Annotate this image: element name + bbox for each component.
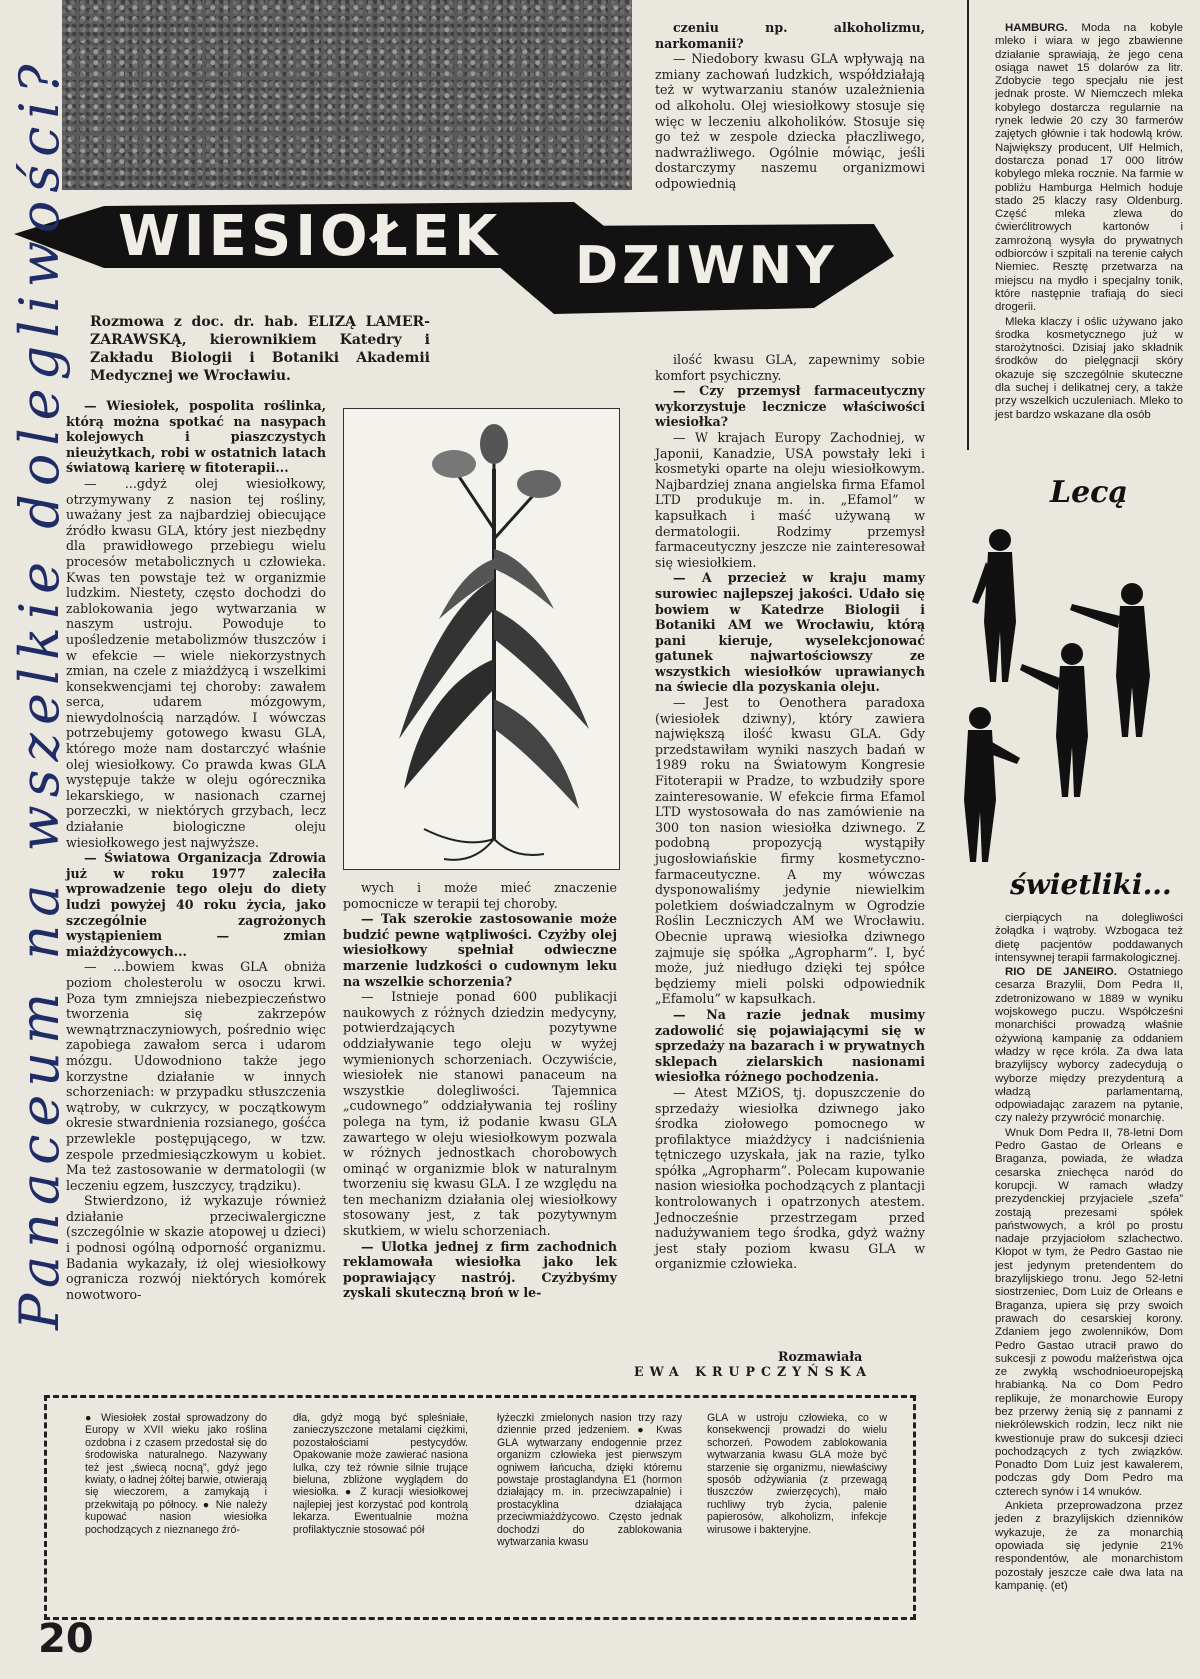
paragraph-text: Ostatniego cesarza Brazylii, Dom Pedra II, zdetronizowano w 1889 w wyniku wojskowego puczu. Współcześni monarchiści prowadzą właśnie ożywioną kampanię za oddaniem władzy w ręce króla. Za dwa lata brazylijscy wyborcy zadecydują o wyborze między prezydenturą a władzą parlamentarną, odpowiadając zarazem na pytanie, czy należy przywrócić monarchię. bbox=[995, 966, 1183, 1125]
info-box bbox=[44, 1395, 916, 1620]
info-box-col-3: łyżeczki zmielonych nasion trzy razy dziennie przed jedzeniem. ● Kwas GLA wytwarzany endogennie przez organizm człowieka jest pierwszym ogniwem łańcucha, dzięki któremu powstaje prostaglandyna E1 (hormon działający m. in. przeciwzapalnie) i prostacyklina działająca przeciwmiażdżycowo. Często jednak dochodzi do zablokowania wytwarzania kwasu bbox=[497, 1412, 682, 1549]
column-3-top bbox=[655, 20, 925, 192]
column-3 bbox=[655, 352, 925, 1272]
side-title: Panaceum na wszelkie dolegliwości? bbox=[8, 56, 71, 1330]
byline-label: Rozmawiała bbox=[778, 1349, 863, 1364]
info-box-col-4: GLA w ustroju człowieka, co w konsekwencji prowadzi do wielu schorzeń. Powodem zablokowania wytwarzania kwasu GLA może być starzenie się organizmu, niewłaściwy sposób odżywiania (z przewagą tłuszczów zwierzęcych), mało ruchliwy tryb życia, palenie papierosów, alkoholizm, infekcje wirusowe i bakteryjne. bbox=[707, 1412, 887, 1536]
col3-paragraph: — Jest to Oenothera paradoxa (wiesiołek dziwny), który zawiera największą ilość kwasu GLA. Gdy przedstawiłam wyniki naszych badań w 1989 roku na Światowym Kongresie Fitoterapii w Pradze, to wzbudziły spore zainteresowanie. W efekcie firma Efamol LTD wystosowała do nas zamówienie na 300 ton nasion wiesiołka dziwnego. Z podobną propozycją wystąpiły jugosłowiańskie firmy kosmetyczno-farmaceutyczne. A my wówczas dysponowaliśmy jedynie niewielkim poletkiem doświadczalnym w Ogrodzie Roślin Leczniczych AM we Wrocławiu. Obecnie uprawą wiesiołka dziwnego zajmuje się spółka „Agropharm”. I, być może, już niedługo dzięki tej spółce będziemy mieli polski odpowiednik „Efamolu” w kapsułkach. bbox=[655, 695, 925, 1007]
info-box-col-2: dła, gdyż mogą być spleśniałe, zanieczyszczone metalami ciężkimi, pozostałościami pestycydów. Opakowanie może zawierać nasiona lulka, czy też równie silnie trujące bieluna, zbliżone wyglądem do wiesiołka. ● Z kuracji wiesiołkowej najlepiej jest korzystać pod kontrolą lekarza. Ewentualnie można profilaktycznie stosować pół bbox=[293, 1412, 468, 1536]
right-column-top bbox=[995, 22, 1183, 423]
col3_top-paragraph: — Niedobory kwasu GLA wpływają na zmiany zachowań ludzkich, współdziałają też w wytwarzaniu stanów uzależnienia od alkoholu. Olej wiesiołkowy stosuje się więc w leczeniu alkoholików. Stosuje się go też w zespole dziecka płaczliwego, nadwrażliwego. Ogólnie mówiąc, jeśli dostarczymy naszemu organizmowi odpowiednią bbox=[655, 51, 925, 191]
col2-paragraph: — Ulotka jednej z firm zachodnich reklamowała wiesiołka jako lek poprawiający nastrój. Czyżbyśmy zyskali skuteczną broń w le- bbox=[343, 1238, 617, 1301]
cartoon-figures bbox=[962, 512, 1187, 872]
col1-paragraph: — ...bowiem kwas GLA obniża poziom cholesterolu w osoczu krwi. Poza tym zmniejsza niebezpieczeństwo tworzenia się zakrzepów wewnątrznaczyniowych, pośrednio więc zapobiega zawałom serca i udarom mózgu. Udowodniono także jego korzystne działanie w innych schorzeniach: w przypadku stłuszczenia wątroby, w cukrzycy, w początkowym okresie stwardnienia rozsianego, gośćca przewlekle postępującego, w tzw. zespole przedmiesiączkowym u kobiet. Ma też zastosowanie w dermatologii (w leczeniu egzem, łuszczycy, trądziku). bbox=[66, 959, 326, 1193]
col3-paragraph: — W krajach Europy Zachodniej, w Japonii, Kanadzie, USA powstały leki i kosmetyki oparte na oleju wiesiołkowym. Najbardziej znana angielska firma Efamol LTD produkuje m. in. „Efamol” w kapsułkach i maść używaną w dermatologii. Rodzimy przemysł farmaceutyczny jeszcze nie zainteresował się wiesiołkiem. bbox=[655, 429, 925, 570]
paragraph-text: cierpiących na dolegliwości żołądka i wątroby. Wzbogaca też dietę pacjentów poddawanych intensywnej terapii farmakologicznej. bbox=[995, 912, 1183, 964]
paragraph-text: Ankieta przeprowadzona przez jeden z brazylijskich dzienników wykazuje, że za monarchią opowiada się jedynie 21% respondentów, ale monarchistom pozostały jeszcze całe dwa lata na kampanię. (et) bbox=[995, 1500, 1183, 1592]
col2-paragraph: — Tak szerokie zastosowanie może budzić pewne wątpliwości. Czyżby olej wiesiołkowy spełniał odwieczne marzenie ludzkości o cudownym leku na wszelkie schorzenia? bbox=[343, 911, 617, 989]
title-line1: WIESIOŁEK bbox=[118, 204, 502, 269]
right_top-paragraph bbox=[995, 316, 1183, 422]
right_bottom-paragraph bbox=[995, 912, 1183, 965]
col3_top-paragraph: czeniu np. alkoholizmu, narkomanii? bbox=[655, 20, 925, 51]
paragraph-text: Wnuk Dom Pedra II, 78-letni Dom Pedro Gastao de Orleans e Braganza, powiada, że władza cesarska zniechęca naród do korupcji. W ramach władzy prezydenckiej przyjaciele „szefa” zostają prezesami spółek państwowych, a król po prostu nadaje przyjaciołom szlachectwo. Kłopot w tym, że Pedro Gastao nie jest jedynym pretendentem do brazylijskiego tronu. Jego 52-letni siostrzeniec, Dom Luiz de Orleans e Braganza, upiera się przy swoich prawach do cesarskiej korony. Zdaniem jego zwolenników, Dom Pedro Gastao utracił prawo do sukcesji z powodu małżeństwa ojca ze zwykłą wschodnioeuropejską hrabianką. Na co Dom Pedro replikuje, że monarchowie Europy bez przerwy żenią się z pannami z niekrólewskich rodzin, lecz nikt nie kwestionuje praw do sukcesji dzieci pochodzących z tych związków. Ponadto Dom Luiz jest kawalerem, podczas gdy Dom Pedro ma czterech synów i 14 wnuków. bbox=[995, 1126, 1183, 1498]
paragraph-text: Mleka klaczy i oślic używano jako środka kosmetycznego już w starożytności. Dzisiaj jako składnik środków do pielęgnacji skóry okazuje się szczególnie skuteczne dla suchej i delikatnej cery, a także przy wszelkich uczuleniach. Mleko to jest bardzo wskazane dla osób bbox=[995, 315, 1183, 421]
info-box-col-1: ● Wiesiołek został sprowadzony do Europy w XVII wieku jako roślina ozdobna i z czasem przedostał się do środowiska naturalnego. Nazywany też jest „świecą nocną”, gdyż jego kwiaty, o ładnej żółtej barwie, otwierają się wieczorem, a zamykają i przekwitają po północy. ● Nie należy kupować nasion wiesiołka pochodzących z nieznanego źró- bbox=[85, 1412, 267, 1536]
top-photo bbox=[62, 0, 632, 190]
col3-paragraph: — A przecież w kraju mamy surowiec najlepszej jakości. Udało się bowiem w Katedrze Biologii i Botaniki AM we Wrocławiu, którą pani kieruje, wyselekcjonować gatunek najwartościowszy ze wszystkich wiesiołków uprawianych na świecie dla pozyskania oleju. bbox=[655, 570, 925, 695]
right_bottom-paragraph bbox=[995, 1500, 1183, 1593]
col1-paragraph: — Światowa Organizacja Zdrowia już w roku 1977 zaleciła wprowadzenie tego oleju do diety ludzi powyżej 40 roku życia, jako szczególnie zagrożonych wystąpieniem — zmian miażdżycowych... bbox=[66, 850, 326, 959]
column-1 bbox=[66, 398, 326, 1302]
cartoon-caption-bottom: świetliki... bbox=[1010, 868, 1172, 901]
col1-paragraph: Stwierdzono, iż wykazuje również działanie przeciwalergiczne (szczególnie w skazie atopowej u dzieci) i podnosi ogólną odporność organizmu. Badania wykazały, iż olej wiesiołkowy ogranicza rozwój niektórych komórek nowotworo- bbox=[66, 1193, 326, 1302]
col3-paragraph: — Atest MZiOS, tj. dopuszczenie do sprzedaży wiesiołka dziwnego jako środka ziołowego pomocnego w profilaktyce miażdżycy i nadciśnienia tętniczego uzyskała, jak na razie, tylko spółka „Agropharm”. Polecam kupowanie nasion wiesiołka pochodzących z plantacji kontrolowanych i opatrzonych atestem. Jednocześnie przestrzegam przed nadużywaniem tego środka, gdyż ważny jest stały poziom kwasu GLA w organizmie człowieka. bbox=[655, 1084, 925, 1272]
title-line2: DZIWNY bbox=[575, 236, 838, 296]
col1-paragraph: — Wiesiołek, pospolita roślinka, którą można spotkać na nasypach kolejowych i piaszczystych nieużytkach, robi w ostatnich latach światową karierę w fitoterapii... bbox=[66, 398, 326, 476]
evening-primrose-drawing bbox=[344, 409, 619, 869]
col3-paragraph: — Czy przemysł farmaceutyczny wykorzystuje lecznicze właściwości wiesiołka? bbox=[655, 383, 925, 430]
right_bottom-paragraph bbox=[995, 966, 1183, 1126]
col3-paragraph: — Na razie jednak musimy zadowolić się pojawiającymi się w sprzedaży na bazarach i w prywatnych sklepach zielarskich nasionami wiesiołka różnego pochodzenia. bbox=[655, 1006, 925, 1085]
paragraph-text: Moda na kobyle mleko i wiara w jego zbawienne działanie sprawiają, że jego cena osiąga nawet 15 dolarów za litr. Zdobycie tego specjału nie jest jednak proste. W Niemczech mleka kobylego dostarcza regularnie na rynek ledwie 20 czy 30 farmerów zajętych głównie i tak hodowlą krów. Największy producent, Ulf Helmich, dostarcza ponad 17 000 litrów kobylego mleka rocznie. Na farmie w pobliżu Hamburga Helmich hoduje stado 25 klaczy rasy Oldenburg. Część mleka zlewa do ćwierćlitrowych kartonów i zamrożoną wysyła do prywatnych odbiorców i szpitali na terenie całych Niemiec. Resztę przetwarza na miejscu na mydło i specjalny tonik, które następnie trafiają do sieci drogerii. bbox=[995, 22, 1183, 314]
right_bottom-paragraph bbox=[995, 1127, 1183, 1499]
cartoon-caption-top: Lecą bbox=[1050, 475, 1128, 510]
col2-paragraph: wych i może mieć znaczenie pomocnicze w terapii tej choroby. bbox=[343, 880, 617, 911]
right-column-bottom bbox=[995, 912, 1183, 1594]
byline-name: EWA KRUPCZYŃSKA bbox=[634, 1364, 872, 1379]
column-2 bbox=[343, 880, 617, 1301]
plant-illustration-frame bbox=[343, 408, 620, 870]
right_top-paragraph bbox=[995, 22, 1183, 315]
page-number: 20 bbox=[38, 1616, 94, 1662]
dateline: HAMBURG. bbox=[1005, 22, 1068, 34]
col3-paragraph: ilość kwasu GLA, zapewnimy sobie komfort psychiczny. bbox=[655, 352, 925, 383]
right-column-rule bbox=[967, 0, 969, 450]
col1-paragraph: — ...gdyż olej wiesiołkowy, otrzymywany z nasion tej rośliny, uważany jest za najbardziej obiecujące źródło kwasu GLA, który jest niezbędny dla prawidłowego przebiegu wielu procesów metabolicznych u człowieka. Kwas ten powstaje też w organizmie ludzkim. Niestety, często dochodzi do zablokowania jego wytwarzania w naszym ustroju. Powoduje to upośledzenie metabolizmów tłuszczów i w efekcie — wiele niekorzystnych zmian, na czele z miażdżycą i wszelkimi konsekwencjami tej choroby: zawałem serca, udarem mózgowym, niewydolnością narządów. I wówczas potrzebujemy gotowego kwasu GLA, którego może nam dostarczyć właśnie olej wiesiołkowy. Co prawda kwas GLA występuje także w oleju ogórecznika lekarskiego, w nasionach czarnej porzeczki, w niektórych grzybach, lecz działanie biologiczne oleju wiesiołkowego jest najwyższe. bbox=[66, 475, 326, 850]
dateline: RIO DE JANEIRO. bbox=[1005, 966, 1117, 979]
intro: Rozmowa z doc. dr. hab. ELIZĄ LAMER-ZARAWSKĄ, kierownikiem Katedry i Zakładu Biologii i Botaniki Akademii Medycznej we Wrocławiu. bbox=[90, 314, 430, 384]
col2-paragraph: — Istnieje ponad 600 publikacji naukowych z różnych dziedzin medycyny, potwierdzających pozytywne oddziaływanie tego oleju w wyżej wymienionych schorzeniach. Oczywiście, wiesiołek nie stanowi panaceum na wszystkie dolegliwości. Tajemnica „cudownego” oddziaływania tej rośliny polega na tym, iż podanie kwasu GLA zawartego w oleju wiesiołkowym pozwala w różnych jednostkach chorobowych ominąć w organizmie blok w naturalnym tworzeniu się kwasu GLA. I ze względu na ten mechanizm działania olej wiesiołkowy stosowany jest, z tak pozytywnym skutkiem, w wielu schorzeniach. bbox=[343, 989, 617, 1239]
